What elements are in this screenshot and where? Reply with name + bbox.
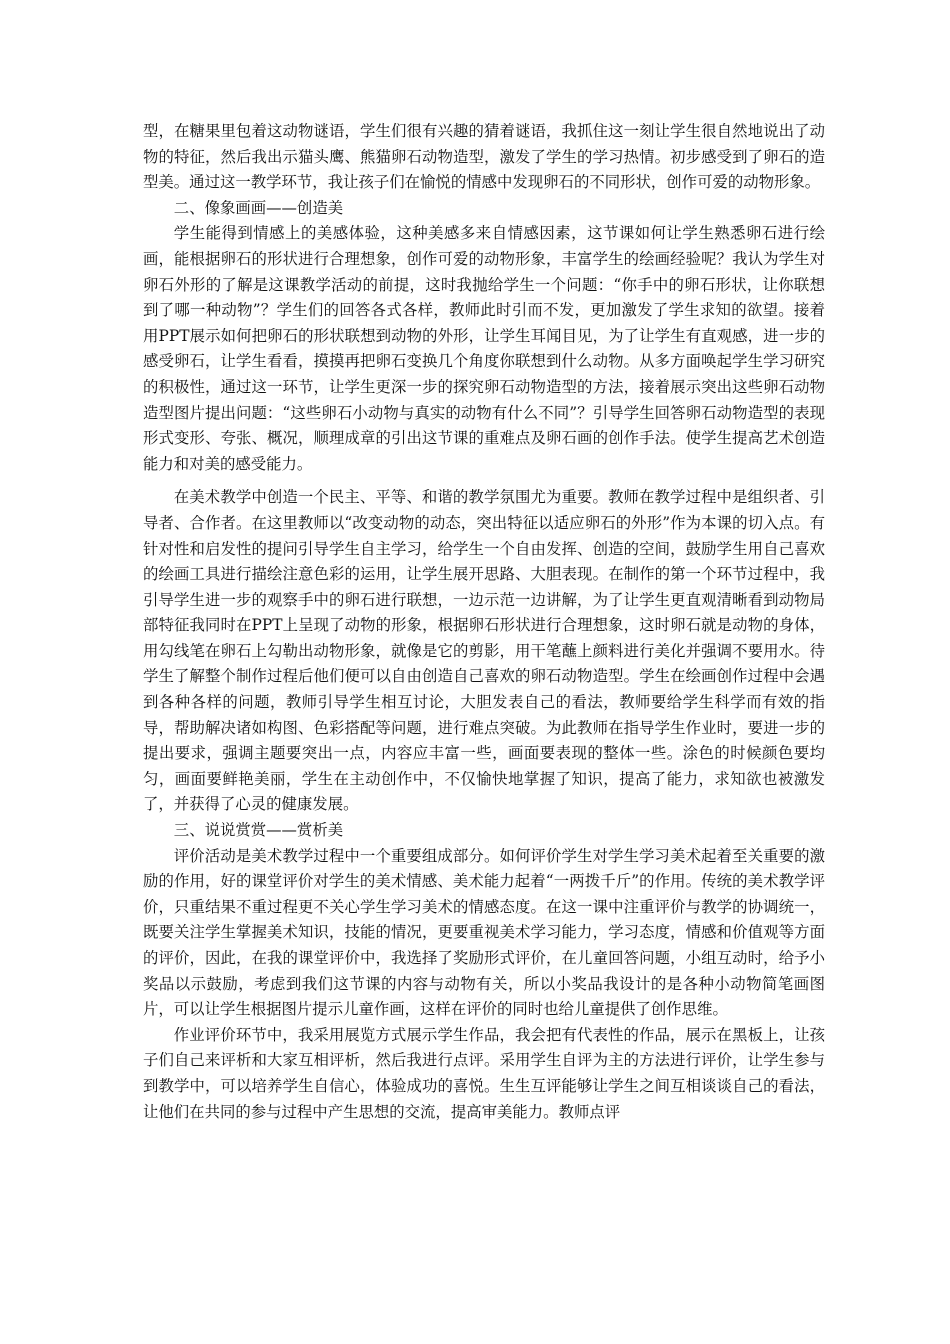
section-heading-2: 二、像象画画——创造美 xyxy=(173,198,344,217)
section-heading-3: 三、说说赏赏——赏析美 xyxy=(173,821,344,840)
paragraph-gap xyxy=(143,477,825,485)
paragraph-section-2-a: 学生能得到情感上的美感体验，这种美感多来自情感因素，这节课如何让学生熟悉卵石进行绘画，能根据卵石的形状进行合理想象，创作可爱的动物形象，丰富学生的绘画经验呢？我认为学生对卵石外形的了解是这课教学活动的前提，这时我抛给学生一个问题：“你手中的卵石形状，让你联想到了哪一种动物”？学生们的回答各式各样，教师此时引而不发，更加激发了学生求知的欲望。接着用PPT展示如何把卵石的形状联想到动物的外形，让学生耳闻目见，为了让学生有直观感，进一步的感受卵石，让学生看看，摸摸再把卵石变换几个角度你联想到什么动物。从多方面唤起学生学习研究的积极性，通过这一环节，让学生更深一步的探究卵石动物造型的方法，接着展示突出这些卵石动物造型图片提出问题：“这些卵石小动物与真实的动物有什么不同”？引导学生回答卵石动物造型的表现形式变形、夸张、概况，顺理成章的引出这节课的重难点及卵石画的创作手法。使学生提高艺术创造能力和对美的感受能力。 xyxy=(143,224,825,473)
paragraph-section-3-a: 评价活动是美术教学过程中一个重要组成部分。如何评价学生对学生学习美术起着至关重要的激励的作用，好的课堂评价对学生的美术情感、美术能力起着“一两拨千斤”的作用。传统的美术教学评价，只重结果不重过程更不关心学生学习美术的情感态度。在这一课中注重评价与教学的协调统一，既要关注学生掌握美术知识，技能的情况，更要重视美术学习能力，学习态度，情感和价值观等方面的评价，因此，在我的课堂评价中，我选择了奖励形式评价，在儿童回答问题，小组互动时，给予小奖品以示鼓励，考虑到我们这节课的内容与动物有关，所以小奖品我设计的是各种小动物简笔画图片，可以让学生根据图片提示儿童作画，这样在评价的同时也给儿童提供了创作思维。 xyxy=(143,846,825,1019)
paragraph-section-3-b: 作业评价环节中，我采用展览方式展示学生作品，我会把有代表性的作品，展示在黑板上，让孩子们自己来评析和大家互相评析，然后我进行点评。采用学生自评为主的方法进行评价，让学生参与到教学中，可以培养学生自信心，体验成功的喜悦。生生互评能够让学生之间互相谈谈自己的看法，让他们在共同的参与过程中产生思想的交流，提高审美能力。教师点评 xyxy=(143,1025,825,1121)
document-body xyxy=(143,119,825,1125)
paragraph-section-2-b: 在美术教学中创造一个民主、平等、和谐的教学氛围尤为重要。教师在教学过程中是组织者、引导者、合作者。在这里教师以“改变动物的动态，突出特征以适应卵石的外形”作为本课的切入点。有针对性和启发性的提问引导学生自主学习，给学生一个自由发挥、创造的空间，鼓励学生用自己喜欢的绘画工具进行描绘注意色彩的运用，让学生展开思路、大胆表现。在制作的第一个环节过程中，我引导学生进一步的观察手中的卵石进行联想，一边示范一边讲解，为了让学生更直观清晰看到动物局部特征我同时在PPT上呈现了动物的形象，根据卵石形状进行合理想象，这时卵石就是动物的身体，用勾线笔在卵石上勾勒出动物形象，就像是它的剪影，用干笔蘸上颜料进行美化并强调不要用水。待学生了解整个制作过程后他们便可以自由创造自己喜欢的卵石动物造型。学生在绘画创作过程中会遇到各种各样的问题，教师引导学生相互讨论，大胆发表自己的看法，教师要给学生科学而有效的指导，帮助解决诸如构图、色彩搭配等问题，进行难点突破。为此教师在指导学生作业时，要进一步的提出要求，强调主题要突出一点，内容应丰富一些，画面要表现的整体一些。涂色的时候颜色要均匀，画面要鲜艳美丽，学生在主动创作中，不仅愉快地掌握了知识，提高了能力，求知欲也被激发了，并获得了心灵的健康发展。 xyxy=(143,488,825,814)
paragraph-intro-continuation: 型，在糖果里包着这动物谜语，学生们很有兴趣的猜着谜语，我抓住这一刻让学生很自然地说出了动物的特征，然后我出示猫头鹰、熊猫卵石动物造型，激发了学生的学习热情。初步感受到了卵石的造型美。通过这一教学环节，我让孩子们在愉悦的情感中发现卵石的不同形状，创作可爱的动物形象。 xyxy=(143,122,825,192)
